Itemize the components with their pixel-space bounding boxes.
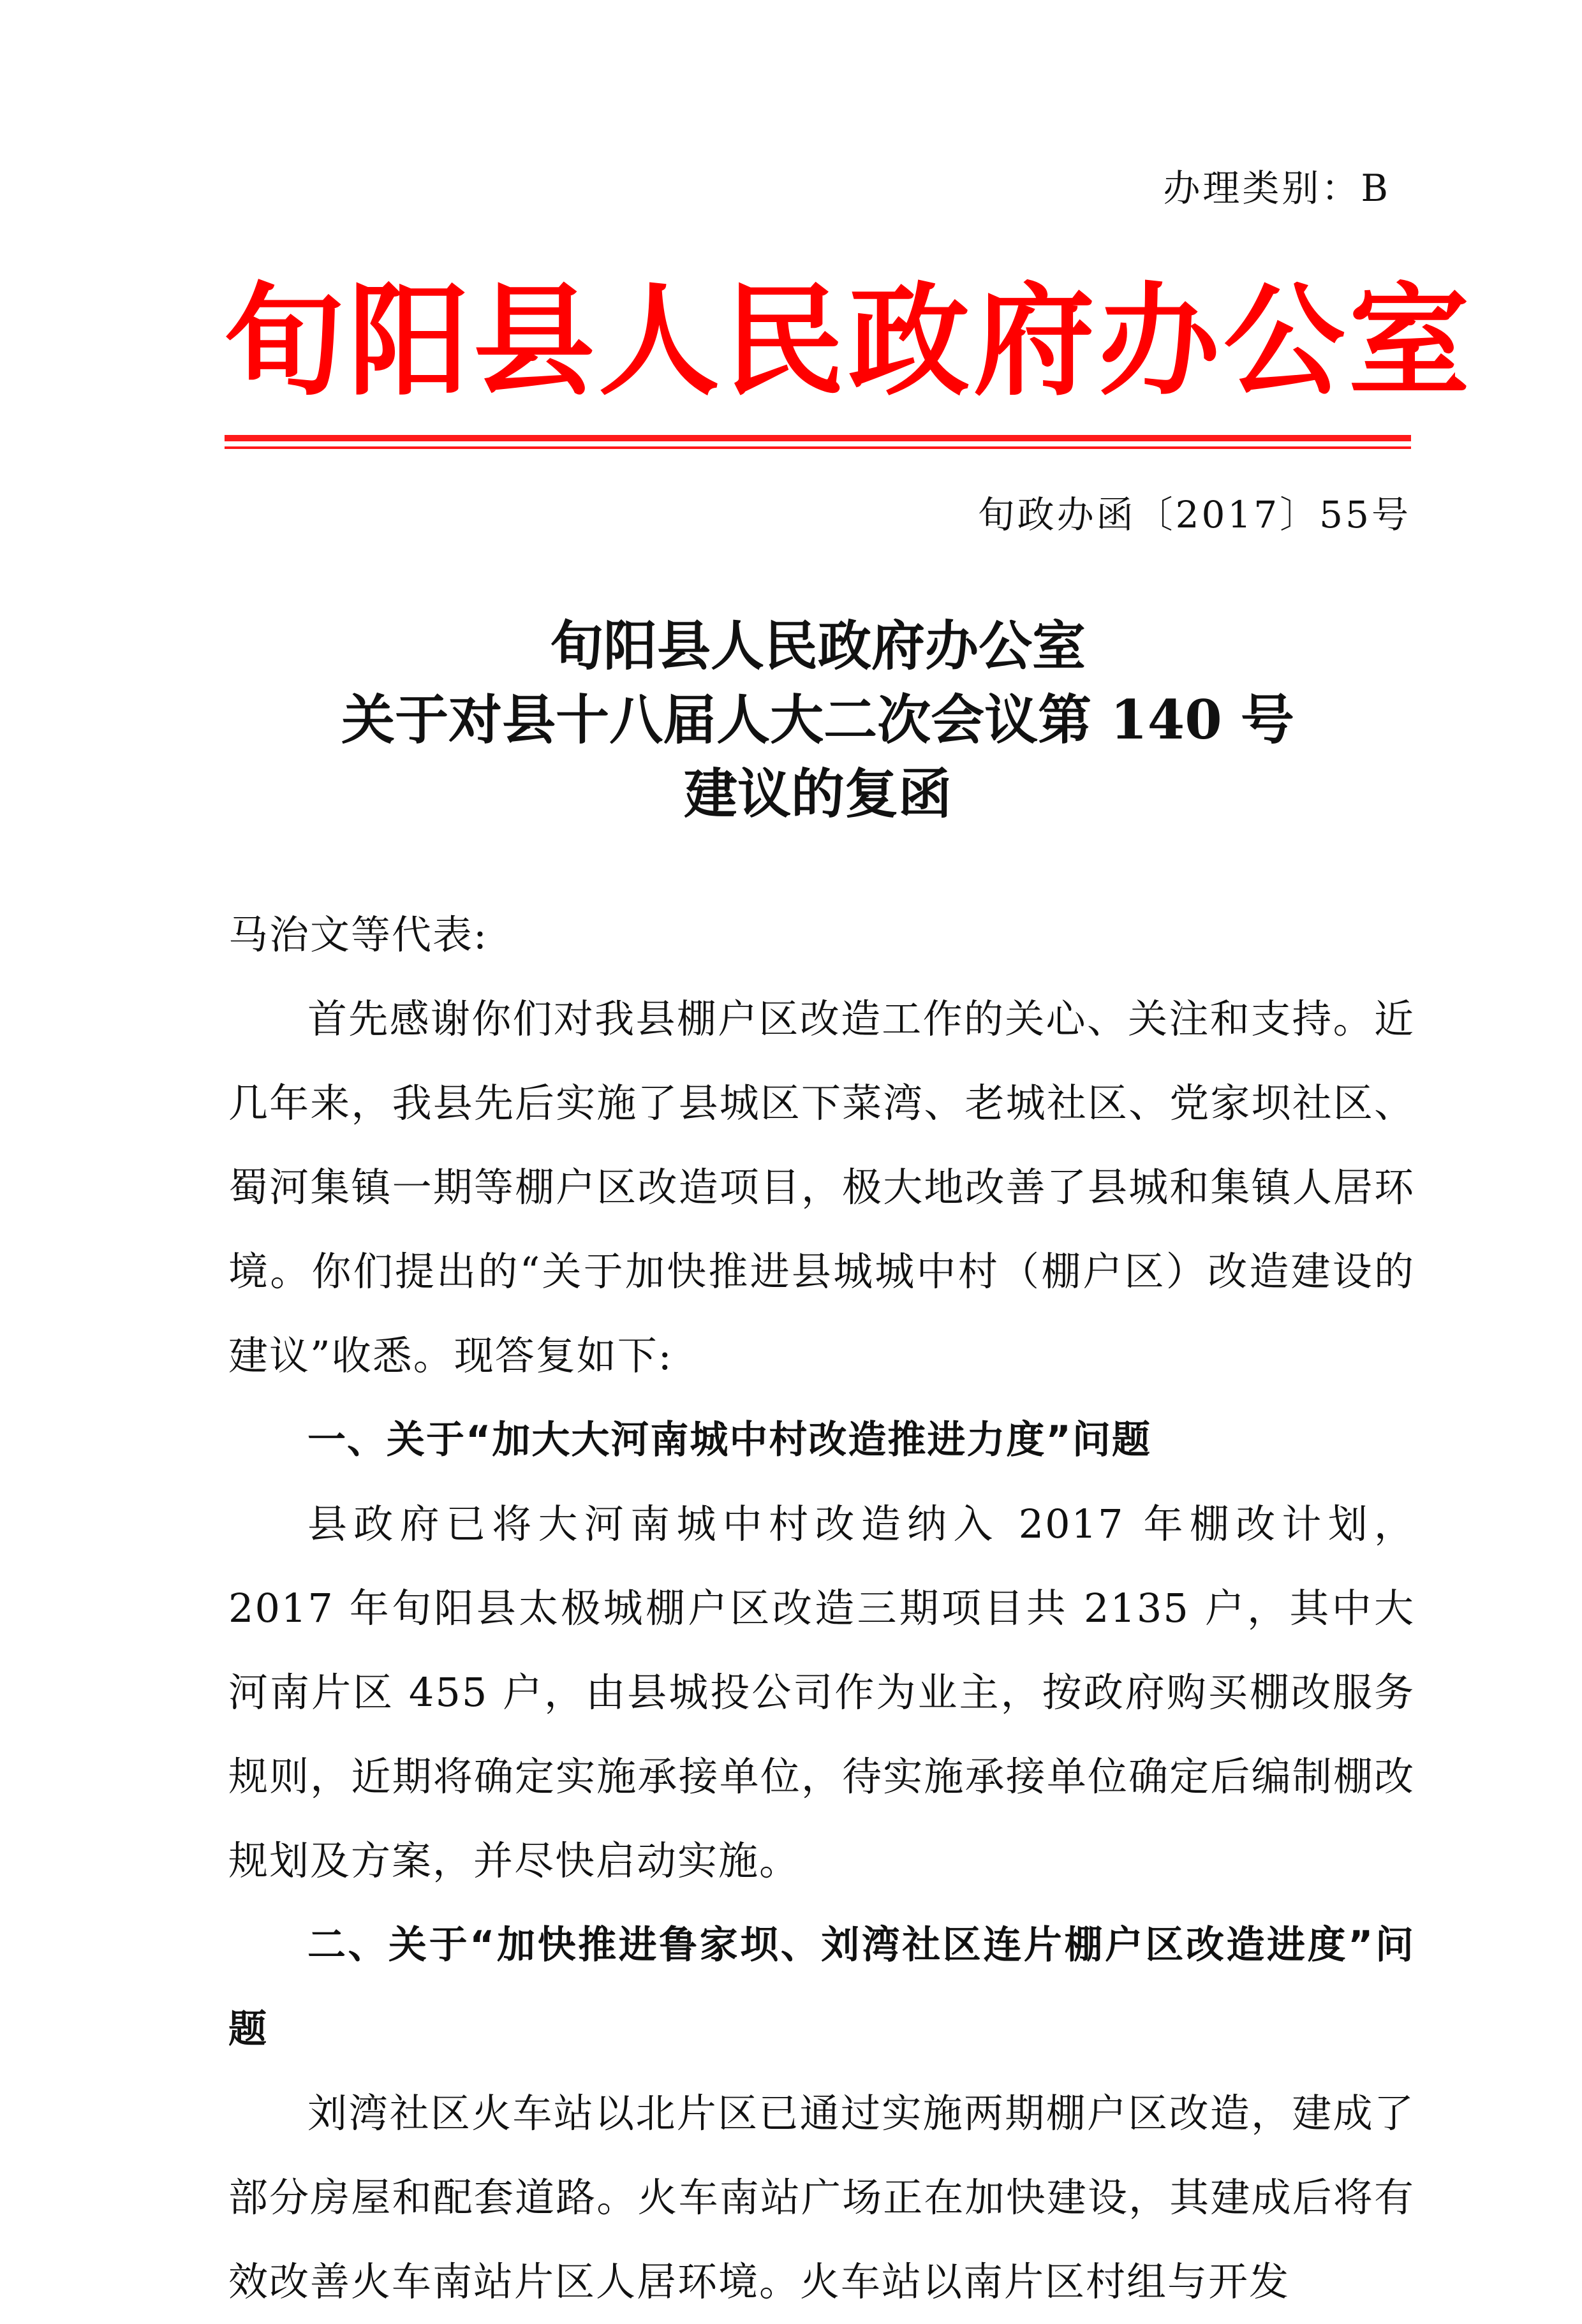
letter-body xyxy=(228,893,1415,2324)
issuing-organization-header: 旬阳县人民政府办公室 xyxy=(223,270,1474,412)
paragraph-intro: 首先感谢你们对我县棚户区改造工作的关心、关注和支持。近几年来，我县先后实施了县城区下菜湾、老城社区、党家坝社区、蜀河集镇一期等棚户区改造项目，极大地改善了县城和集镇人居环境。你们提出的“关于加快推进县城城中村（棚户区）改造建设的建议”收悉。现答复如下: xyxy=(228,996,1415,1379)
reply-title-line-3: 建议的复函 xyxy=(683,762,952,825)
reply-title xyxy=(225,609,1411,831)
paragraph-section-2: 刘湾社区火车站以北片区已通过实施两期棚户区改造，建成了部分房屋和配套道路。火车南站广场正在加快建设，其建成后将有效改善火车南站片区人居环境。火车站以南片区村组与开发 xyxy=(228,2090,1415,2305)
document-number: 旬政办函〔2017〕55号 xyxy=(977,493,1411,536)
red-header-rule-thick xyxy=(225,435,1411,441)
paragraph-section-1: 县政府已将大河南城中村改造纳入 2017 年棚改计划， 2017 年旬阳县太极城棚户区改造三期项目共 2135 户，其中大河南片区 455 户，由县城投公司作为业主，按政府购买棚改服务规则，近期将确定实施承接单位，待实施承接单位确定后编制棚改规划及方案，并尽快启动实施。 xyxy=(228,1501,1415,1884)
reply-title-line-2: 关于对县十八届人大二次会议第 140 号 xyxy=(341,688,1294,751)
red-header-rule-thin xyxy=(225,446,1411,449)
section-heading-1: 一、关于“加大大河南城中村改造推进力度”问题 xyxy=(307,1418,1151,1462)
salutation: 马治文等代表: xyxy=(228,911,488,958)
reply-title-line-1: 旬阳县人民政府办公室 xyxy=(549,614,1086,677)
handling-category: 办理类别：B xyxy=(1163,166,1391,210)
section-heading-2: 二、关于“加快推进鲁家坝、刘湾社区连片棚户区改造进度”问题 xyxy=(228,1923,1415,2052)
